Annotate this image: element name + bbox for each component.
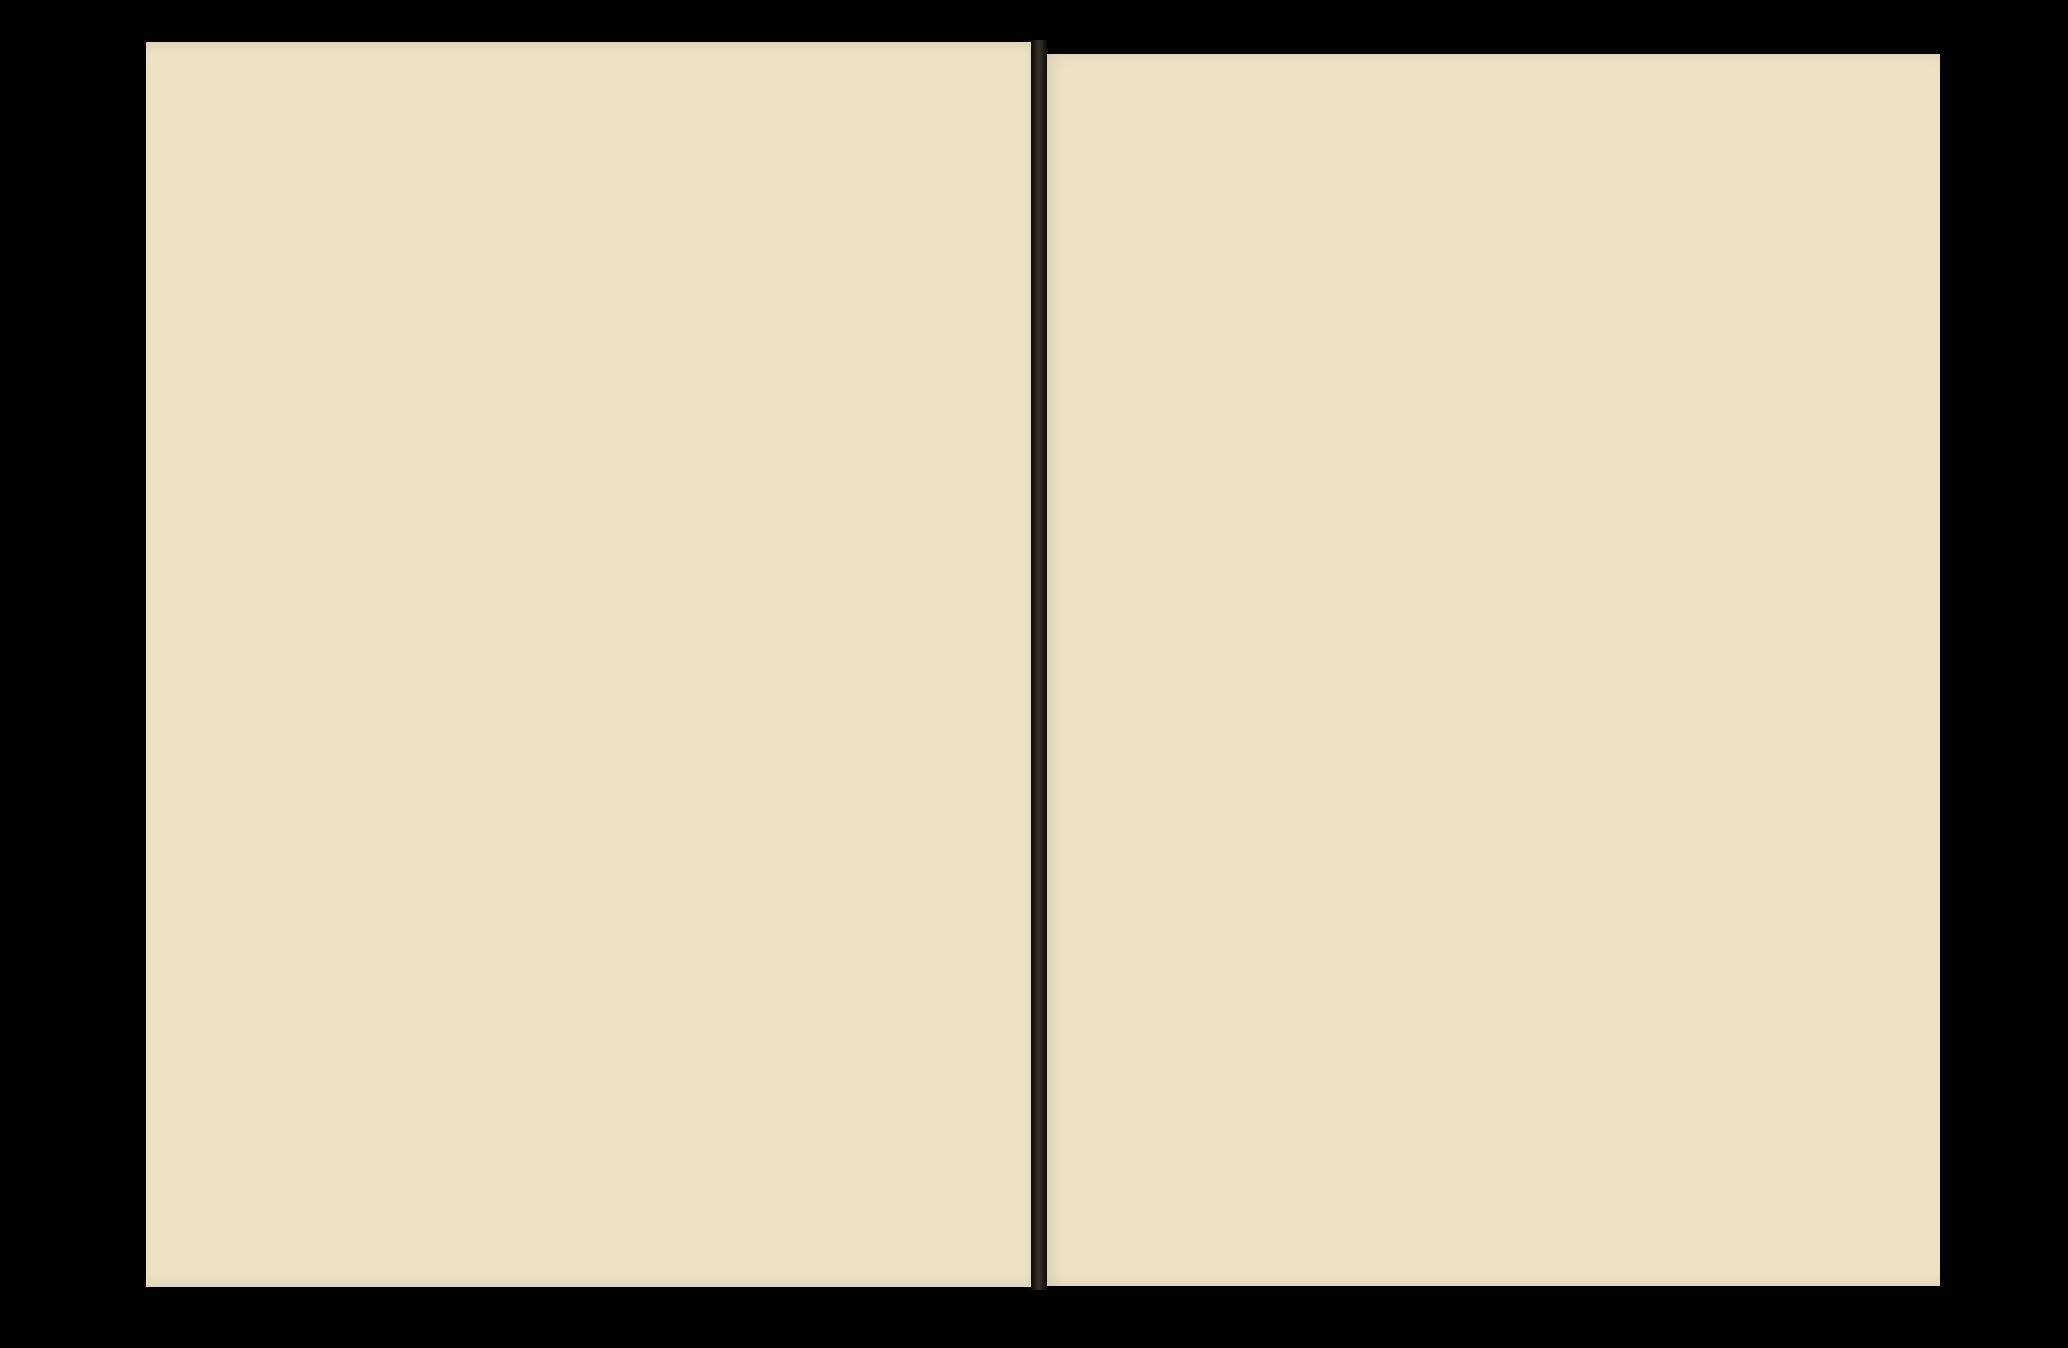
left-page [146, 42, 1043, 1287]
book-gutter [1031, 40, 1047, 1290]
right-page [1043, 54, 1940, 1286]
